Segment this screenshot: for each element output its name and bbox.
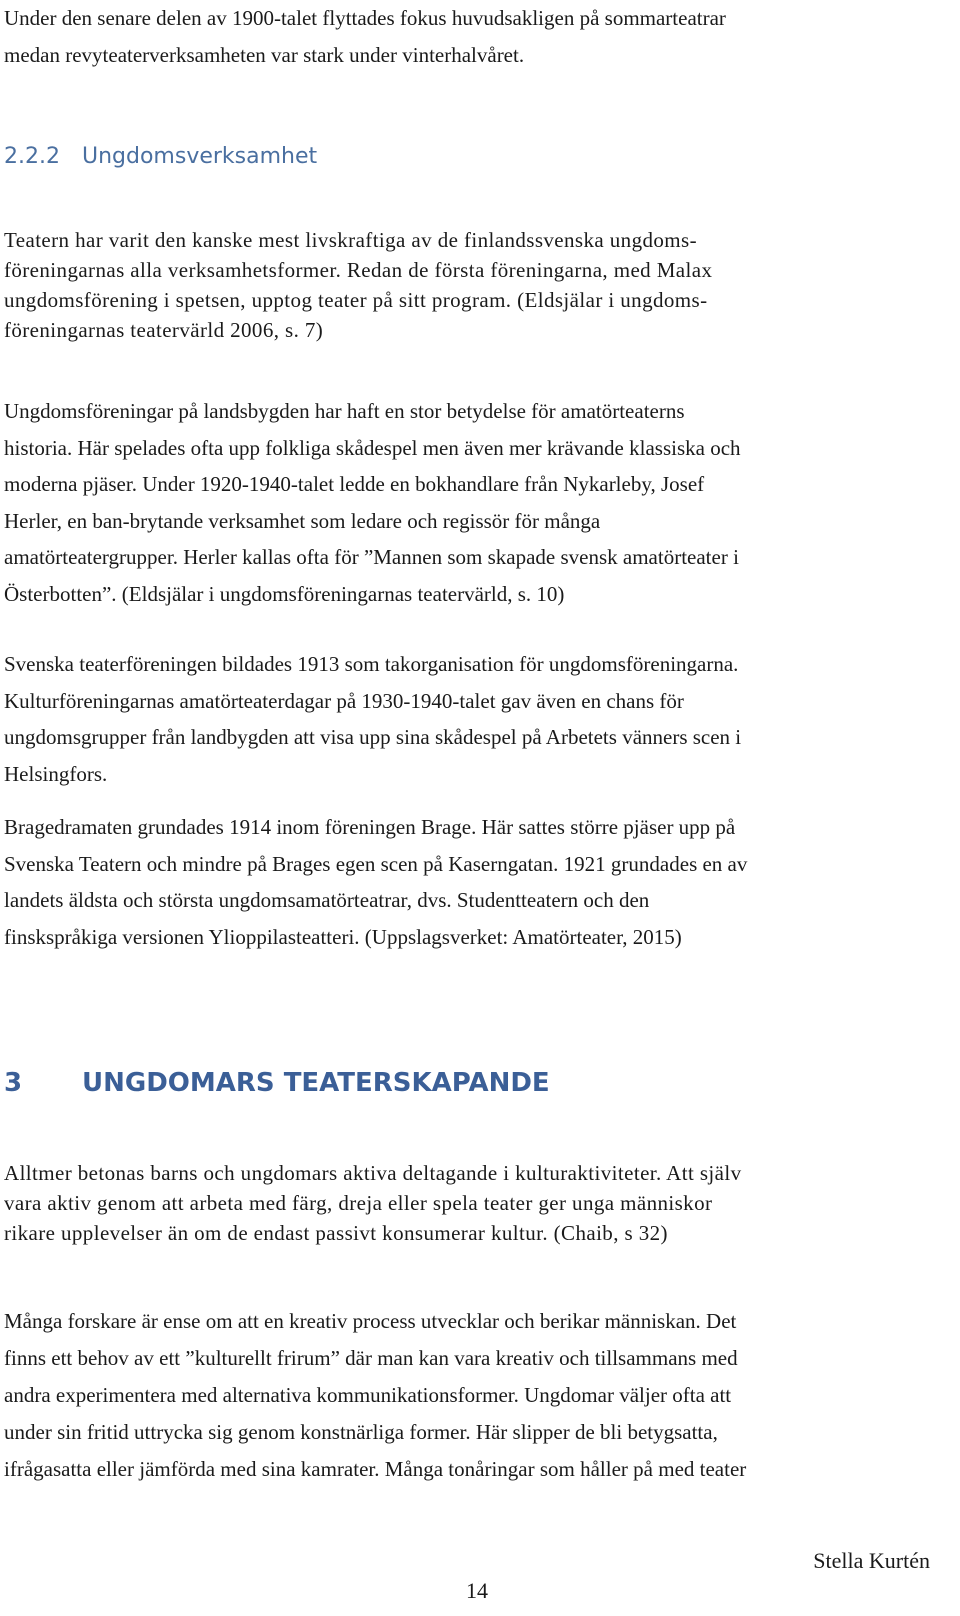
text-line: finns ett behov av ett ”kulturellt frirum” där man kan vara kreativ och tillsammans med [4, 1346, 738, 1370]
text-line: Teatern har varit den kanske mest livskraftiga av de finlandssvenska ungdoms- [4, 228, 697, 252]
section-heading-2-2-2 [4, 144, 317, 169]
paragraph-alltmer [4, 1158, 954, 1248]
paragraph-teatern [4, 225, 954, 345]
text-line: Bragedramaten grundades 1914 inom föreningen Brage. Här sattes större pjäser upp på [4, 815, 736, 839]
page-number: 14 [466, 1578, 488, 1603]
paragraph-bragedramaten [4, 809, 954, 955]
text-line: under sin fritid uttrycka sig genom konstnärliga former. Här slipper de bli betygsatta, [4, 1420, 718, 1444]
paragraph-teaterforeningen [4, 646, 954, 792]
text-line: Helsingfors. [4, 761, 108, 786]
section-title: Ungdomsverksamhet [82, 144, 318, 169]
text-line: amatörteatergrupper. Herler kallas ofta för ”Mannen som skapade svensk amatörteater i [4, 545, 739, 569]
chapter-title: UNGDOMARS TEATERSKAPANDE [82, 1068, 550, 1098]
text-line: Svenska Teatern och mindre på Brages egen scen på Kaserngatan. 1921 grundades en av [4, 851, 748, 876]
text-line: ifrågasatta eller jämförda med sina kamrater. Många tonåringar som håller på med teater [4, 1457, 747, 1481]
text-line: andra experimentera med alternativa kommunikationsformer. Ungdomar väljer ofta att [4, 1383, 732, 1407]
section-number: 2.2.2 [4, 144, 60, 169]
text-line: Många forskare är ense om att en kreativ process utvecklar och berikar människan. Det [4, 1309, 737, 1333]
text-line: Herler, en ban-brytande verksamhet som ledare och regissör för många [4, 508, 601, 533]
text-line: föreningarnas alla verksamhetsformer. Redan de första föreningarna, med Malax [4, 258, 713, 282]
text-line: Under den senare delen av 1900-talet flyttades fokus huvudsakligen på sommarteatrar [4, 6, 726, 30]
paragraph-landsbygden [4, 393, 954, 612]
text-line: Alltmer betonas barns och ungdomars aktiva deltagande i kulturaktiviteter. Att själv [4, 1161, 742, 1185]
text-line: Kulturföreningarnas amatörteaterdagar på 1930-1940-talet gav även en chans för [4, 688, 684, 713]
text-line: ungdomsgrupper från landbygden att visa upp sina skådespel på Arbetets vänners scen i [4, 725, 742, 749]
intro-paragraph [4, 0, 954, 74]
text-line: Svenska teaterföreningen bildades 1913 som takorganisation för ungdomsföreningarna. [4, 652, 739, 676]
text-line: vara aktiv genom att arbeta med färg, dreja eller spela teater ger unga människor [4, 1191, 713, 1215]
footer-author: Stella Kurtén [813, 1548, 930, 1573]
text-line: Österbotten”. (Eldsjälar i ungdomsföreningarnas teatervärld, s. 10) [4, 581, 565, 606]
chapter-heading-3 [4, 1068, 550, 1098]
text-line: föreningarnas teatervärld 2006, s. 7) [4, 318, 324, 342]
text-line: moderna pjäser. Under 1920-1940-talet ledde en bokhandlare från Nykarleby, Josef [4, 472, 705, 496]
text-line: historia. Här spelades ofta upp folkliga skådespel men även mer krävande klassiska och [4, 435, 741, 460]
text-line: landets äldsta och största ungdomsamatörteatrar, dvs. Studentteatern och den [4, 888, 650, 912]
text-line: ungdomsförening i spetsen, upptog teater på sitt program. (Eldsjälar i ungdoms- [4, 288, 708, 312]
paragraph-forskare [4, 1303, 954, 1488]
text-line: finskspråkiga versionen Ylioppilasteatteri. (Uppslagsverket: Amatörteater, 2015) [4, 924, 682, 949]
text-line: medan revyteaterverksamheten var stark under vinterhalvåret. [4, 43, 525, 67]
text-line: Ungdomsföreningar på landsbygden har haft en stor betydelse för amatörteaterns [4, 399, 685, 423]
text-line: rikare upplevelser än om de endast passivt konsumerar kultur. (Chaib, s 32) [4, 1221, 668, 1245]
chapter-number: 3 [4, 1068, 23, 1098]
